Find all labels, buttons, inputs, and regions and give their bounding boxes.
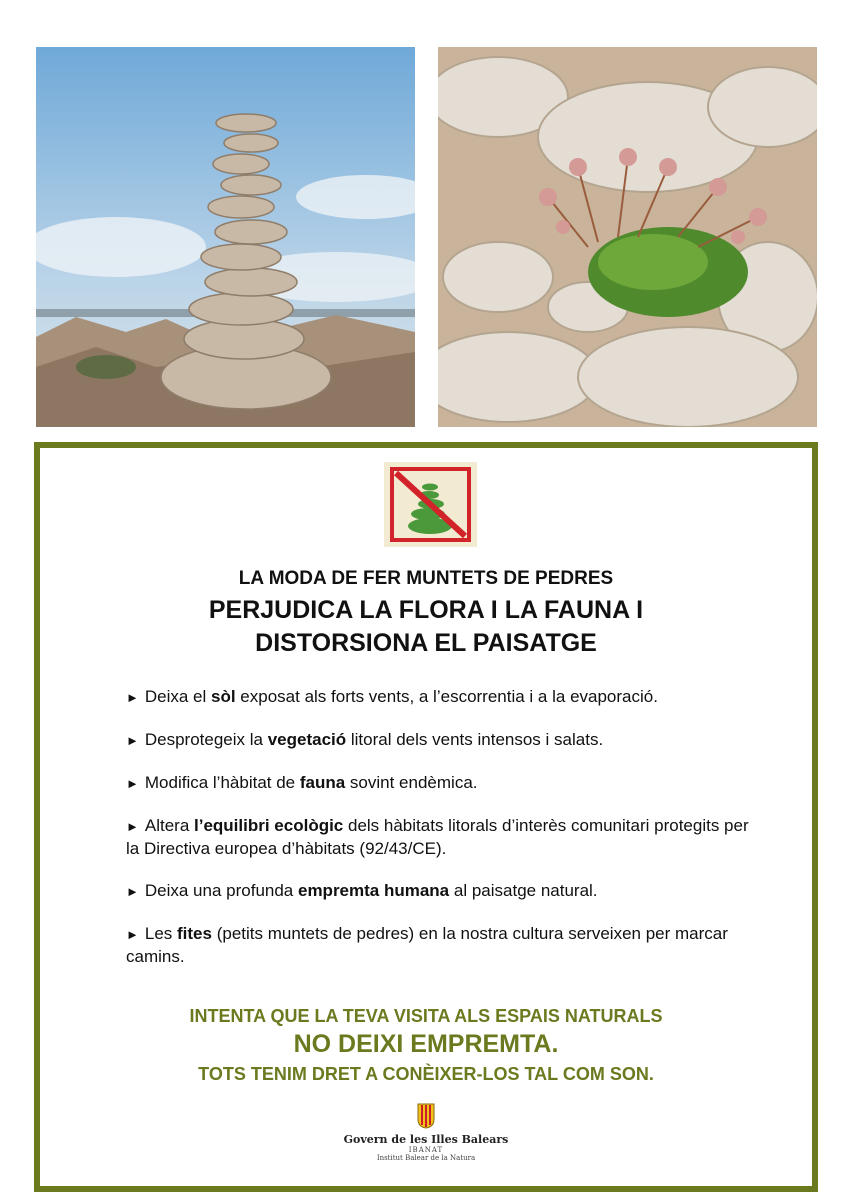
photo-stone-cairn	[36, 47, 415, 427]
bullet-arrow-icon: ►	[126, 776, 139, 791]
logo-subtitle-1: IBANAT	[408, 1146, 444, 1154]
headline-big	[40, 594, 812, 660]
photo-plant-among-rocks	[438, 47, 817, 427]
logo-name: Govern de les Illes Balears	[343, 1133, 509, 1146]
closing-line-2: NO DEIXI EMPREMTA.	[293, 1030, 559, 1058]
bullet-arrow-icon: ►	[126, 690, 139, 705]
headline-small: LA MODA DE FER MUNTETS DE PEDRES	[238, 568, 614, 589]
bullet-arrow-icon: ►	[126, 819, 139, 834]
bullet-item: ► Desprotegeix la vegetació litoral dels vents intensos i salats.	[126, 730, 604, 749]
government-logo	[40, 1103, 812, 1162]
bullet-arrow-icon: ►	[126, 884, 139, 899]
bullet-arrow-icon: ►	[126, 733, 139, 748]
bullet-item: ► Deixa una profunda empremta humana al paisatge natural.	[126, 881, 598, 900]
bullet-arrow-icon: ►	[126, 927, 139, 942]
coat-of-arms-icon	[417, 1103, 435, 1129]
closing-line-1: INTENTA QUE LA TEVA VISITA ALS ESPAIS NATURALS	[189, 1006, 663, 1026]
logo-subtitle-2: Institut Balear de la Natura	[376, 1154, 476, 1162]
headline-big-line-1: PERJUDICA LA FLORA I LA FAUNA I	[208, 596, 644, 624]
bullet-list	[126, 686, 756, 988]
closing-line-3: TOTS TENIM DRET A CONÈIXER-LOS TAL COM SON.	[198, 1064, 654, 1084]
bullet-item: ► Altera l’equilibri ecològic dels hàbitats litorals d’interès comunitari protegits per la Directiva europea d’hàbitats (92/43/CE).	[126, 816, 749, 858]
bullet-item: ► Deixa el sòl exposat als forts vents, a l’escorrentia i a la evaporació.	[126, 687, 658, 706]
no-stone-stacking-icon	[384, 462, 477, 547]
headline-big-line-2: DISTORSIONA EL PAISATGE	[255, 629, 597, 657]
bullet-item: ► Modifica l’hàbitat de fauna sovint endèmica.	[126, 773, 478, 792]
info-panel	[34, 442, 818, 1192]
bullet-item: ► Les fites (petits muntets de pedres) en la nostra cultura serveixen per marcar camins.	[126, 924, 728, 966]
